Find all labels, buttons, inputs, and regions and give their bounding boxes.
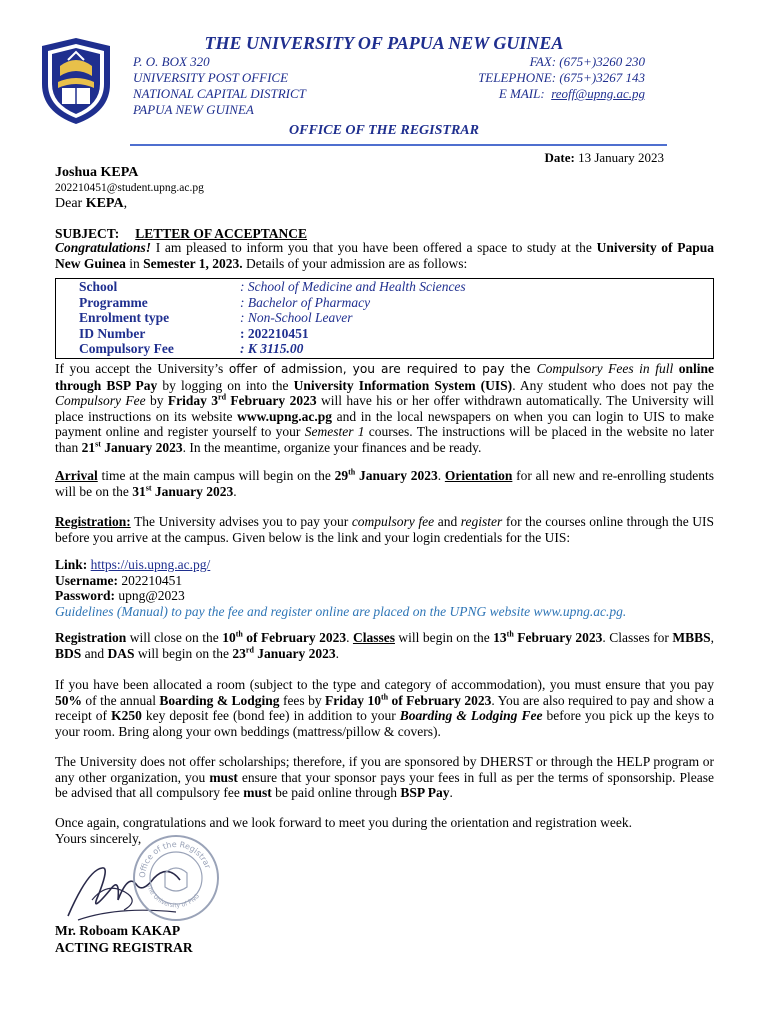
university-name: University of Papua New Guinea	[55, 240, 714, 271]
detail-label: Programme	[79, 294, 148, 310]
para-text: .	[335, 645, 340, 661]
salutation-name: KEPA	[85, 196, 124, 211]
para-text: 29	[334, 468, 349, 483]
fax-number: FAX: (675+)3260 230	[529, 54, 645, 69]
para-text: DAS	[107, 645, 135, 661]
para-text: Arrival	[55, 468, 98, 483]
para-text: Compulsory Fees in full	[536, 361, 674, 376]
para-text: If you accept the University’s	[55, 361, 229, 376]
para-text: will close on the	[126, 630, 223, 645]
para-text: January 2023	[151, 483, 234, 499]
para-text: .	[346, 630, 353, 645]
para-text: compulsory fee	[351, 514, 435, 529]
uis-link[interactable]: https://uis.upng.ac.pg/	[90, 557, 211, 572]
ordinal-suffix: st	[95, 439, 101, 449]
detail-label: ID Number	[79, 325, 146, 341]
para-text: K250	[111, 708, 142, 724]
para-text: The University advises you to pay your	[130, 514, 352, 529]
para-text: ensure that your sponsor pays your fees in full as per the terms of sponsorship. Please be advised that all compulsory fee	[55, 769, 714, 801]
stamp-top-text: Office of the Registrar	[137, 839, 213, 879]
email-label: E MAIL:	[498, 86, 552, 101]
para-text: Friday 3	[167, 393, 219, 409]
para-text: must	[209, 769, 238, 785]
para-text: .	[437, 468, 445, 483]
para-text: of February 2023	[388, 692, 492, 708]
para-text: . Classes for	[602, 630, 673, 645]
address-line: PAPUA NEW GUINEA	[133, 102, 254, 117]
para-text: 13	[493, 630, 507, 645]
link-label: Link:	[55, 557, 91, 572]
para-text: and	[81, 645, 108, 661]
para-text: online through BSP Pay	[55, 361, 714, 393]
date-value: 13 January 2023	[574, 150, 664, 165]
university-title: THE UNIVERSITY OF PAPUA NEW GUINEA	[204, 33, 564, 53]
para-text: 21	[81, 439, 96, 455]
subject-value: LETTER OF ACCEPTANCE	[135, 226, 308, 241]
para-text: must	[243, 785, 272, 801]
ordinal-suffix: th	[235, 629, 243, 639]
intro-text: I am pleased to inform you that you have been offered a space to study at the	[151, 240, 597, 255]
para-text: time at the main campus will begin on the	[97, 468, 335, 483]
para-text: ,	[710, 630, 715, 645]
para-text: be paid online through	[271, 785, 401, 801]
para-text: MBBS	[672, 630, 711, 645]
registrar-stamp-icon	[131, 833, 221, 923]
link-line	[55, 557, 714, 573]
postal-address	[133, 54, 306, 118]
svg-text:The University of PNG	[145, 882, 201, 909]
para-text: Orientation	[444, 468, 513, 483]
password-label: Password:	[55, 588, 119, 604]
para-text: key deposit fee (bond fee) in addition to your	[141, 708, 400, 724]
para-text: Boarding & Lodging Fee	[399, 708, 543, 724]
para-text: and	[434, 514, 461, 529]
para-text: courses. The instructions will be placed in the website no later than	[55, 424, 715, 455]
recipient-email: 202210451@student.upng.ac.pg	[55, 182, 204, 194]
arrival-paragraph	[55, 468, 714, 499]
ordinal-suffix: st	[145, 483, 152, 493]
para-text: will have his or her offer withdrawn automatically. The University will place instructions on its website	[55, 393, 715, 424]
detail-label: Enrolment type	[79, 310, 170, 326]
detail-row-enrolment-type	[79, 310, 352, 326]
password-line	[55, 588, 714, 604]
sponsorship-paragraph	[55, 754, 714, 801]
registration-paragraph	[55, 514, 714, 545]
detail-row-id-number	[79, 326, 309, 342]
ordinal-suffix: rd	[245, 645, 254, 655]
address-line: P. O. BOX 320	[133, 54, 210, 69]
header-divider	[130, 144, 667, 146]
congrats-text: Congratulations!	[55, 240, 152, 255]
para-text: BSP Pay	[400, 785, 450, 801]
telephone-number: TELEPHONE: (675+)3267 143	[478, 70, 645, 85]
stamp-bottom-text: The University of PNG	[145, 883, 201, 910]
para-text: Registration:	[55, 514, 131, 529]
table-border	[713, 279, 714, 358]
address-line: UNIVERSITY POST OFFICE	[133, 70, 289, 85]
para-text: 50%	[55, 692, 82, 708]
semester-text: Semester 1, 2023.	[143, 255, 243, 271]
para-text: .	[233, 483, 237, 499]
para-text: University Information System (UIS)	[293, 377, 513, 393]
para-text: for the courses online through the UIS before you arrive at the campus. Given below is the link and your login credentials for the UIS:	[55, 514, 715, 545]
admission-details-table	[55, 278, 714, 359]
detail-value: : School of Medicine and Health Sciences	[240, 279, 466, 294]
intro-text: Details of your admission are as follows:	[242, 255, 468, 271]
yours-sincerely: Yours sincerely,	[55, 830, 142, 846]
detail-value: : Non-School Leaver	[240, 310, 353, 326]
ordinal-suffix: th	[380, 692, 389, 702]
detail-label: Compulsory Fee	[79, 341, 174, 357]
detail-value: : 202210451	[240, 325, 309, 341]
signatory	[55, 922, 193, 956]
para-text: will begin on the	[394, 630, 494, 645]
website-text: www.upng.ac.pg	[237, 408, 333, 424]
para-text: Semester 1	[304, 424, 365, 440]
classes-paragraph	[55, 630, 714, 661]
para-text: . You are also required to pay and show a receipt of	[55, 692, 715, 724]
para-text: Registration	[55, 630, 127, 645]
ordinal-suffix: th	[348, 467, 356, 477]
para-text: of February 2023	[242, 630, 347, 645]
username-line	[55, 573, 714, 589]
subject-label: SUBJECT:	[55, 226, 120, 241]
registrar-email-link[interactable]: reoff@upng.ac.pg	[551, 86, 645, 101]
signatory-title: ACTING REGISTRAR	[55, 940, 193, 955]
ordinal-suffix: rd	[218, 392, 227, 402]
para-text: register	[460, 514, 503, 529]
intro-paragraph	[55, 240, 714, 271]
para-text: February 2023	[513, 630, 603, 645]
detail-value: : K 3115.00	[240, 341, 304, 357]
para-text: by logging on into the	[157, 377, 294, 393]
para-text: January 2023	[100, 439, 183, 455]
detail-row-compulsory-fee	[79, 341, 303, 357]
closing-line: Once again, congratulations and we look forward to meet you during the orientation and registration week.	[55, 815, 632, 830]
username-label: Username:	[55, 572, 122, 588]
para-text: Boarding & Lodging	[159, 692, 280, 708]
para-text: will begin on the	[134, 645, 233, 661]
para-text: Classes	[352, 630, 395, 645]
password-value: upng@2023	[118, 588, 185, 604]
ordinal-suffix: th	[506, 629, 514, 639]
para-text: February 2023	[226, 393, 317, 409]
uis-credentials	[55, 557, 714, 619]
para-text: offer of admission, you are required to pay the	[228, 362, 537, 376]
para-text: The University does not offer scholarships; therefore, if you are sponsored by DHERST or through the HELP program or any other organization, you	[55, 754, 714, 785]
para-text: fees by	[279, 692, 326, 708]
username-value: 202210451	[121, 572, 183, 588]
accommodation-paragraph	[55, 677, 714, 739]
para-text: by	[145, 393, 168, 409]
salutation-text: Dear	[55, 196, 86, 211]
para-text: . In the meantime, organize your finances and be ready.	[182, 439, 482, 455]
fee-payment-paragraph	[55, 361, 714, 456]
detail-value: : Bachelor of Pharmacy	[240, 294, 371, 310]
para-text: Compulsory Fee	[55, 393, 146, 409]
contact-details	[478, 54, 645, 102]
email-line	[478, 86, 645, 102]
para-text: before you pick up the keys to your room. Bring along your own beddings (mattress/pillow & covers).	[55, 708, 715, 739]
para-text: .	[449, 785, 453, 801]
table-border	[55, 279, 56, 358]
para-text: of the annual	[82, 692, 160, 708]
para-text: BDS	[55, 645, 82, 661]
para-text: 31	[132, 483, 146, 499]
date-label: Date:	[544, 150, 575, 165]
recipient-name: Joshua KEPA	[55, 165, 139, 180]
para-text: January 2023	[355, 468, 438, 483]
intro-text: in	[125, 255, 144, 271]
salutation-comma: ,	[123, 196, 128, 211]
office-title: OFFICE OF THE REGISTRAR	[289, 123, 479, 138]
para-text: for all new and re-enrolling students will be on the	[55, 468, 714, 499]
para-text: 10	[222, 630, 236, 645]
guidelines-note: Guidelines (Manual) to pay the fee and register online are placed on the UPNG website www.upng.ac.pg.	[55, 603, 627, 619]
para-text: 23	[232, 645, 246, 661]
para-text: January 2023	[253, 645, 336, 661]
para-text: If you have been allocated a room (subject to the type and category of accommodation), you must ensure that you pay	[55, 677, 714, 692]
para-text: and in the local newspapers on when you can login to UIS to make payment online and register yourself to your	[55, 408, 715, 440]
letter-date	[544, 150, 664, 166]
detail-row-school	[79, 279, 466, 295]
detail-label: School	[79, 279, 118, 294]
para-text: . Any student who does not pay the	[512, 377, 715, 393]
para-text: Friday 10	[325, 692, 381, 708]
address-line: NATIONAL CAPITAL DISTRICT	[133, 86, 306, 101]
signatory-name: Mr. Roboam KAKAP	[55, 923, 181, 938]
salutation	[55, 196, 127, 212]
detail-row-programme	[79, 295, 370, 311]
